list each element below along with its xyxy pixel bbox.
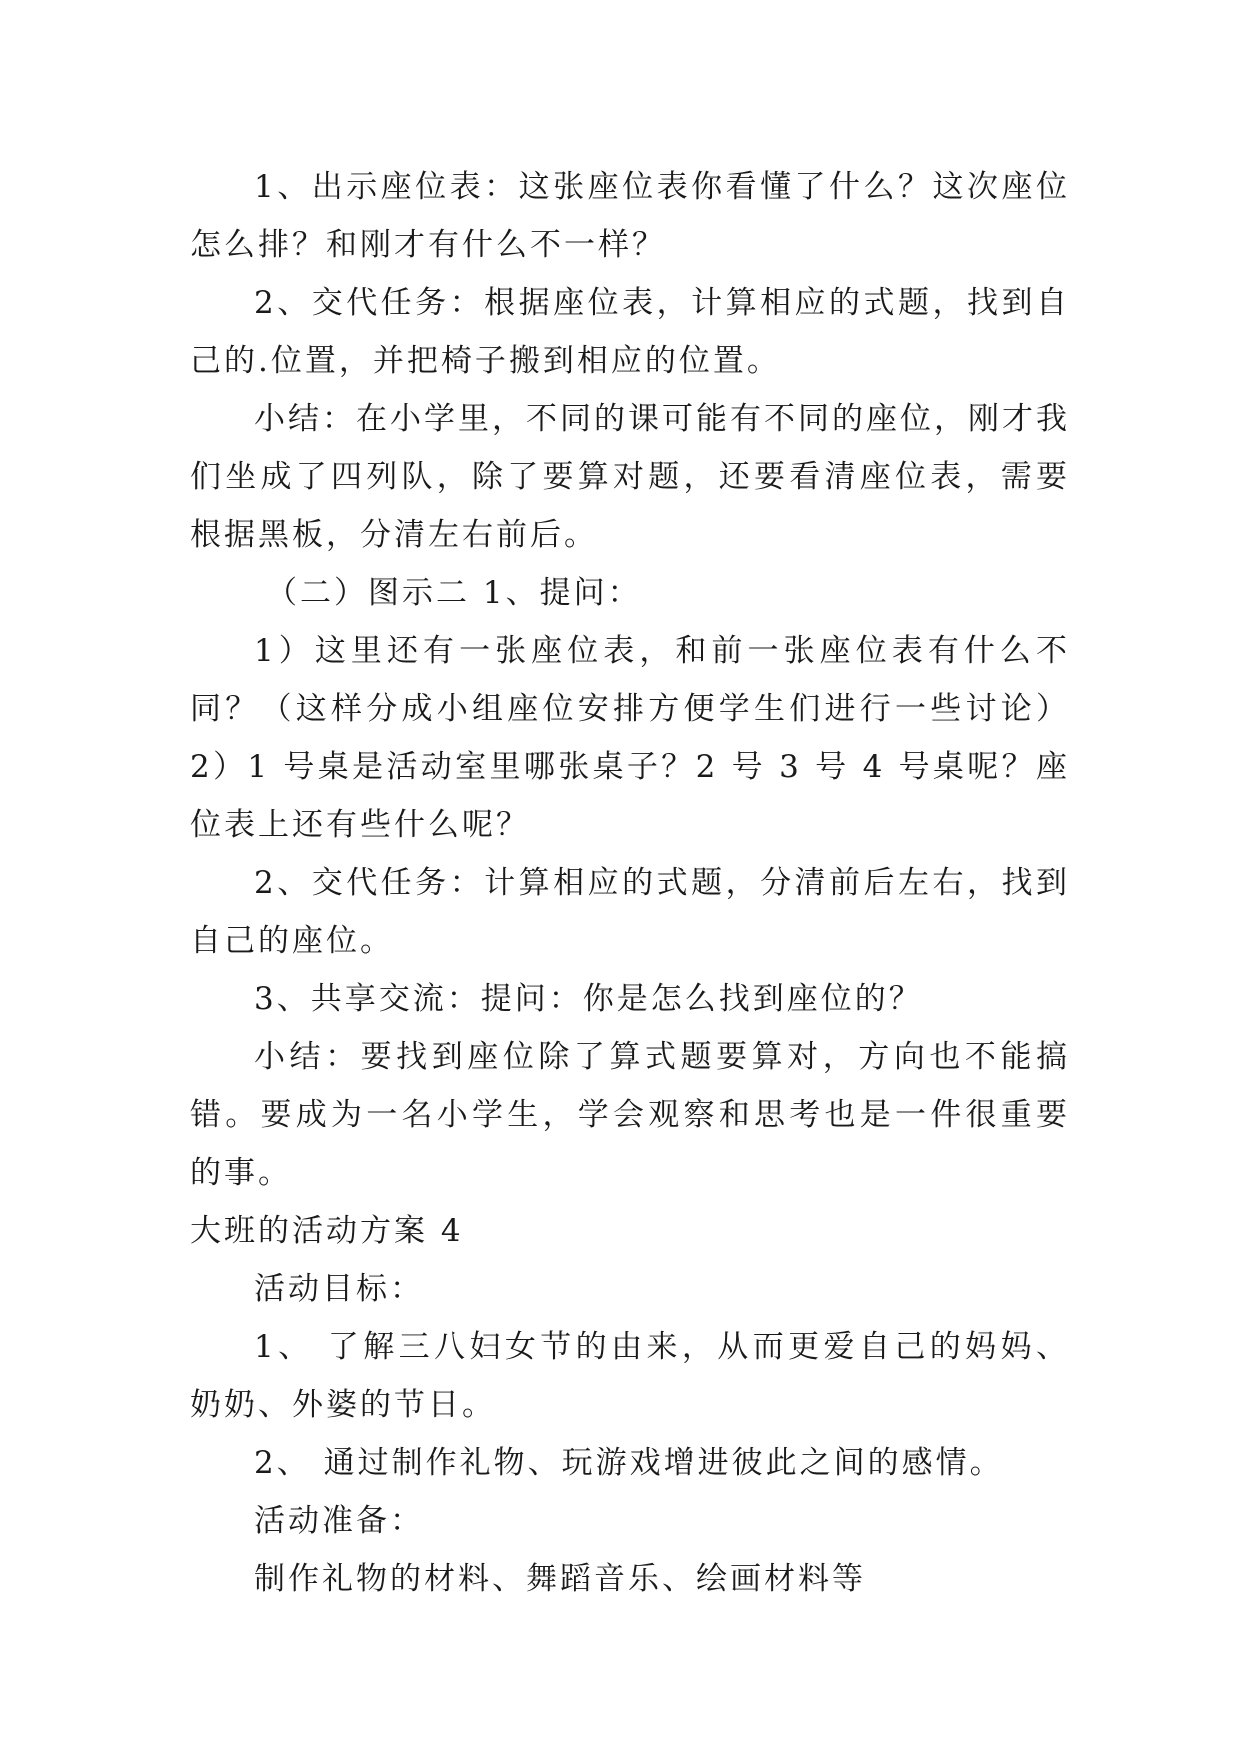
paragraph-task-2: 2、交代任务：计算相应的式题，分清前后左右，找到自己的座位。	[190, 865, 1070, 959]
paragraph-task-1: 2、交代任务：根据座位表，计算相应的式题，找到自己的.位置，并把椅子搬到相应的位置。	[190, 285, 1070, 379]
paragraph-goal-2: 2、 通过制作礼物、玩游戏增进彼此之间的感情。	[254, 1445, 1004, 1481]
paragraph-section-2: （二）图示二 1、提问：	[266, 575, 642, 611]
paragraph-summary-1: 小结：在小学里，不同的课可能有不同的座位，刚才我们坐成了四列队，除了要算对题，还要看清座位表，需要根据黑板，分清左右前后。	[190, 401, 1070, 553]
paragraph-goal-1: 1、 了解三八妇女节的由来，从而更爱自己的妈妈、奶奶、外婆的节日。	[190, 1329, 1070, 1423]
paragraph-prep-materials: 制作礼物的材料、舞蹈音乐、绘画材料等	[254, 1561, 866, 1597]
paragraph-seat-chart: 1、出示座位表：这张座位表你看懂了什么？这次座位怎么排？和刚才有什么不一样？	[190, 169, 1070, 263]
paragraph-questions: 1）这里还有一张座位表，和前一张座位表有什么不同？（这样分成小组座位安排方便学生们进行一些讨论）2）1 号桌是活动室里哪张桌子？2 号 3 号 4 号桌呢？座位表上还有些什么呢？	[190, 633, 1070, 843]
paragraph-share: 3、共享交流：提问：你是怎么找到座位的？	[254, 981, 923, 1017]
paragraph-summary-2: 小结：要找到座位除了算式题要算对，方向也不能搞错。要成为一名小学生，学会观察和思考也是一件很重要的事。	[190, 1039, 1070, 1191]
document-body	[190, 158, 1070, 1608]
section-title: 大班的活动方案 4	[190, 1213, 464, 1249]
paragraph-goals-heading: 活动目标：	[254, 1271, 424, 1307]
paragraph-prep-heading: 活动准备：	[254, 1503, 424, 1539]
